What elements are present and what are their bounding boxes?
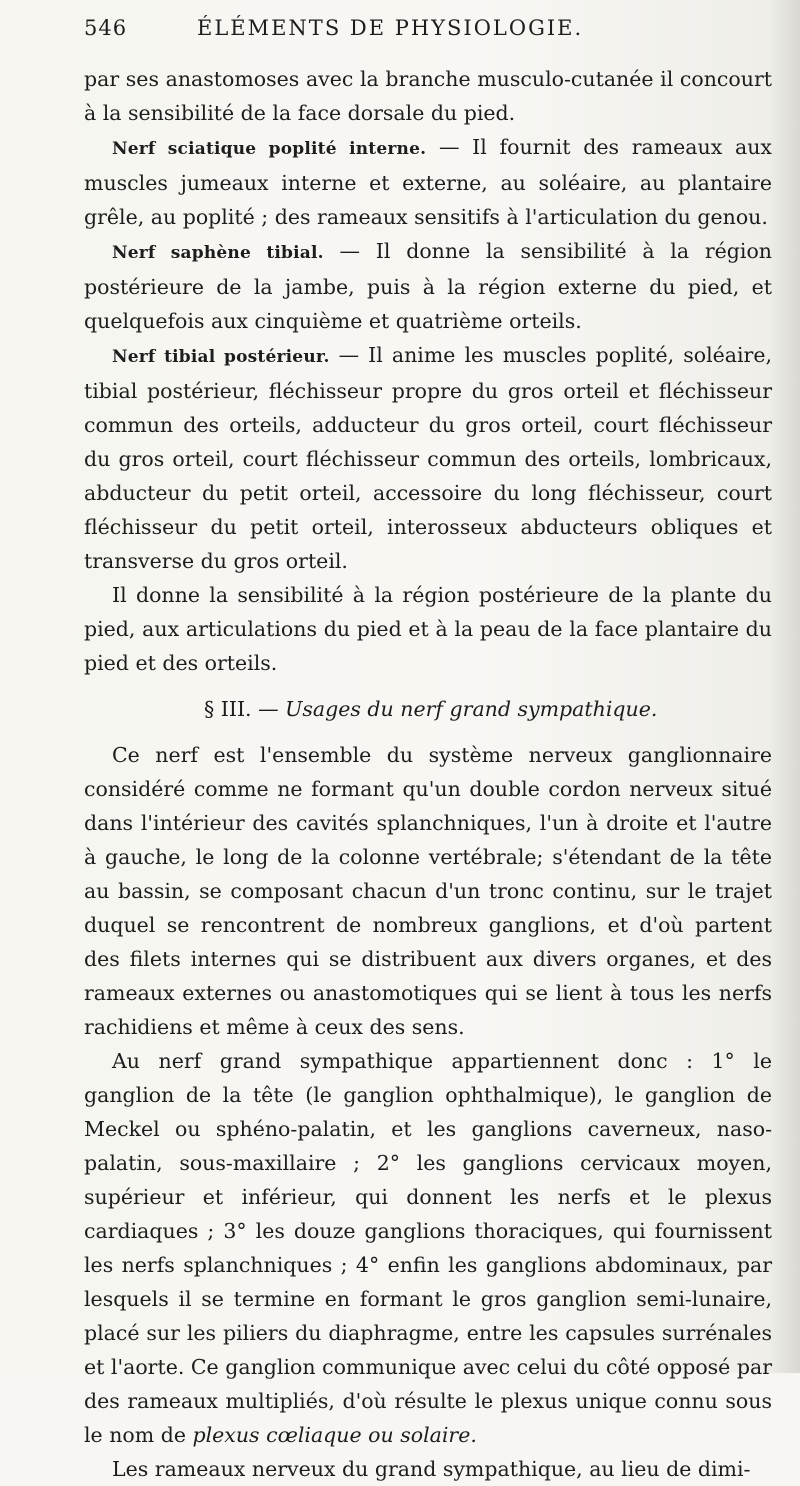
paragraph: Il donne la sensibilité à la région postérieure de la plante du pied, aux articulations du pied et à la peau de la face plantaire du pied et des orteils.	[84, 583, 772, 675]
paragraph: Ce nerf est l'ensemble du système nerveux ganglionnaire considéré comme ne formant qu'un double cordon nerveux situé dans l'intérieur des cavités splanchniques, l'un à droite et l'autre à gauche, le long de la colonne vertébrale; s'étendant de la tête au bassin, se composant chacun d'un tronc continu, sur le trajet duquel se rencontrent de nombreux ganglions, et d'où partent des filets internes qui se distribuent aux divers organes, et des rameaux externes ou anastomotiques qui se lient à tous les nerfs rachidiens et même à ceux des sens.	[84, 743, 772, 1039]
paragraph-lead: Nerf saphène tibial.	[112, 243, 324, 263]
paragraph-lead: Nerf tibial postérieur.	[112, 347, 330, 367]
paragraph: par ses anastomoses avec la branche musculo-cutanée il concourt à la sensibilité de la face dorsale du pied.	[84, 67, 772, 125]
paragraph-body: — Il donne la sensibilité à la région postérieure de la jambe, puis à la région externe du pied, et quelquefois aux cinquième et quatrième orteils.	[84, 239, 772, 333]
body-text	[84, 62, 772, 1486]
section-title: Usages du nerf grand sympathique.	[285, 697, 658, 721]
paragraph	[84, 338, 772, 578]
paragraph	[84, 234, 772, 338]
paragraph	[84, 1044, 772, 1452]
paragraph-body: — Il anime les muscles poplité, soléaire, tibial postérieur, fléchisseur propre du gros orteil et fléchisseur commun des orteils, adducteur du gros orteil, court fléchisseur du gros orteil, court fléchisseur commun des orteils, lombricaux, abducteur du petit orteil, accessoire du long fléchisseur, court fléchisseur du petit orteil, interosseux abducteurs obliques et transverse du gros orteil.	[84, 343, 772, 573]
section-heading	[84, 692, 772, 726]
paragraph: Les rameaux nerveux du grand sympathique, au lieu de dimi-	[112, 1457, 751, 1481]
paragraph-body: Au nerf grand sympathique appartiennent donc : 1° le ganglion de la tête (le ganglion ophthalmique), le ganglion de Meckel ou sphéno-palatin, et les ganglions caverneux, naso-palatin, sous-maxillaire ; 2° les ganglions cervicaux moyen, supérieur et inférieur, qui donnent les nerfs et le plexus cardiaques ; 3° les douze ganglions thoraciques, qui fournissent les nerfs splanchniques ; 4° enfin les ganglions abdominaux, par lesquels il se termine en formant le gros ganglion semi-lunaire, placé sur les piliers du diaphragme, entre les capsules surrénales et l'aorte. Ce ganglion communique avec celui du côté opposé par des rameaux multipliés, d'où résulte le plexus unique connu sous le nom de	[84, 1049, 772, 1447]
paragraph-lead: Nerf sciatique poplité interne.	[112, 139, 427, 159]
page-header	[84, 16, 774, 50]
section-number: § III. —	[204, 697, 279, 721]
running-title: ÉLÉMENTS DE PHYSIOLOGIE.	[197, 16, 584, 40]
paragraph	[84, 130, 772, 234]
page-number: 546	[84, 16, 128, 40]
paragraph-body: — Il fournit des rameaux aux muscles jumeaux interne et externe, au soléaire, au plantaire grêle, au poplité ; des rameaux sensitifs à l'articulation du genou.	[84, 135, 772, 229]
paragraph-italic: plexus cœliaque ou solaire.	[192, 1423, 477, 1447]
